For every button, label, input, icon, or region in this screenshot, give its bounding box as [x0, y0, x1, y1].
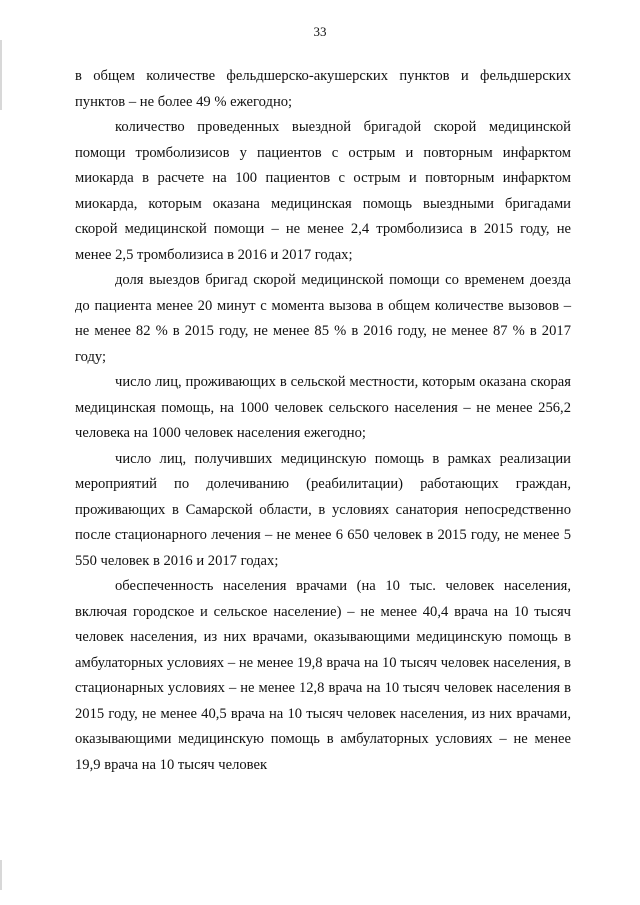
paragraph: обеспеченность населения врачами (на 10 тыс. человек населения, включая городское и сельское население) – не менее 40,4 врача на 10 тысяч человек населения, из них врачами, оказывающими медицинскую помощь в амбулаторных условиях – не менее 19,8 врача на 10 тысяч человек населения, в стационарных условиях – не менее 12,8 врача на 10 тысяч человек населения в 2015 году, не менее 40,5 врача на 10 тысяч человек населения, из них врачами, оказывающими медицинскую помощь в амбулаторных условиях – не менее 19,9 врача на 10 тысяч человек: [75, 578, 571, 773]
paragraph: в общем количестве фельдшерско-акушерских пунктов и фельдшерских пунктов – не более 49 % ежегодно;: [75, 68, 571, 110]
paragraph: число лиц, проживающих в сельской местности, которым оказана скорая медицинская помощь, на 1000 человек сельского населения – не менее 256,2 человека на 1000 человек населения ежегодно;: [75, 374, 571, 441]
scan-edge-mark: [0, 40, 2, 110]
paragraph: число лиц, получивших медицинскую помощь в рамках реализации мероприятий по долечиванию (реабилитации) работающих граждан, проживающих в Самарской области, в условиях санатория непосредственно после стационарного лечения – не менее 6 650 человек в 2015 году, не менее 5 550 человек в 2016 и 2017 годах;: [75, 450, 571, 569]
document-body: [75, 64, 571, 778]
scan-edge-mark: [0, 860, 2, 890]
paragraph: количество проведенных выездной бригадой скорой медицинской помощи тромболизисов у пациентов с острым и повторным инфарктом миокарда в расчете на 100 пациентов с острым и повторным инфарктом миокарда, которым оказана медицинская помощь выездными бригадами скорой медицинской помощи – не менее 2,4 тромболизиса в 2015 году, не менее 2,5 тромболизиса в 2016 и 2017 годах;: [75, 119, 571, 263]
page-number: 33: [313, 24, 327, 39]
paragraph: доля выездов бригад скорой медицинской помощи со временем доезда до пациента менее 20 минут с момента вызова в общем количестве вызовов – не менее 82 % в 2015 году, не менее 85 % в 2016 году, не менее 87 % в 2017 году;: [75, 272, 571, 365]
